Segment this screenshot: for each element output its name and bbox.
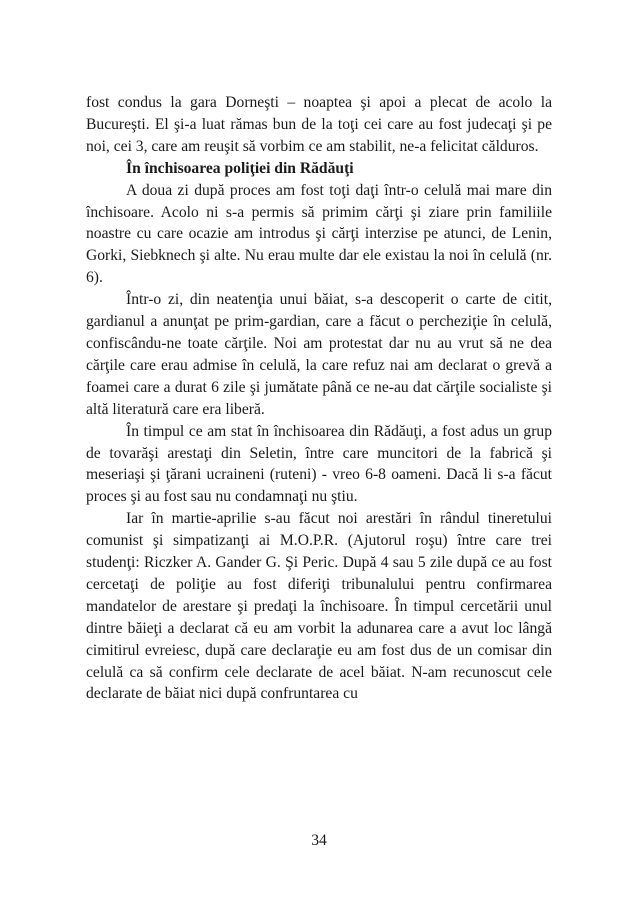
paragraph-intro: fost condus la gara Dorneşti – noaptea şi apoi a plecat de acolo la Bucureşti. El şi-a luat rămas bun de la toţi cei care au fost judecaţi şi pe noi, cei 3, care am reuşit să vorbim ce am stabilit, ne-a felicitat călduros. [86, 94, 552, 155]
section-heading: În închisoarea poliţiei din Rădăuţi [126, 159, 354, 177]
paragraph-cell: A doua zi după proces am fost toţi daţi într-o celulă mai mare din închisoare. Acolo ni s-a permis să primim cărţi şi ziare prin familiile noastre cu care ocazie am introdus şi cărţi interzise pe atunci, de Lenin, Gorki, Siebknech şi alte. Nu erau multe dar ele existau la noi în celulă (nr. 6). [86, 181, 552, 287]
page-body [86, 92, 552, 705]
paragraph-hunger-strike: Într-o zi, din neatenţia unui băiat, s-a descoperit o carte de citit, gardianul a anunţat pe prim-gardian, care a făcut o percheziţie în celulă, confiscându-ne toate cărţile. Noi am protestat dar nu au vrut să ne dea cărţile care erau admise în celulă, la care refuz nai am declarat o grevă a foamei care a durat 6 zile şi jumătate până ce ne-au dat cărţile socialiste şi altă literatură care era liberă. [86, 291, 552, 418]
paragraph-seletin-group: În timpul ce am stat în închisoarea din Rădăuţi, a fost adus un grup de tovarăşi arestaţi din Seletin, între care muncitori de la fabrică şi meseriaşi şi ţărani ucraineni (ruteni) - vreo 6-8 oameni. Dacă li s-a făcut proces şi au fost sau nu condamnaţi nu ştiu. [86, 422, 552, 506]
paragraph-arrests: Iar în martie-aprilie s-au făcut noi arestări în rândul tineretului comunist şi simpatizanţi ai M.O.P.R. (Ajutorul roşu) între care trei studenţi: Riczker A. Gander G. Şi Peric. După 4 sau 5 zile după ce au fost cercetaţi de poliţie au fost diferiţi tribunalului pentru confirmarea mandatelor de arestare şi predaţi la închisoare. În timpul cercetării unul dintre băieţi a declarat că eu am vorbit la adunarea care a avut loc lângă cimitirul evreiesc, după care declaraţie eu am fost dus de un comisar din celulă ca să confirm cele declarate de acel băiat. N-am recunoscut cele declarate de băiat nici după confruntarea cu [86, 510, 552, 703]
page-number: 34 [311, 832, 327, 849]
